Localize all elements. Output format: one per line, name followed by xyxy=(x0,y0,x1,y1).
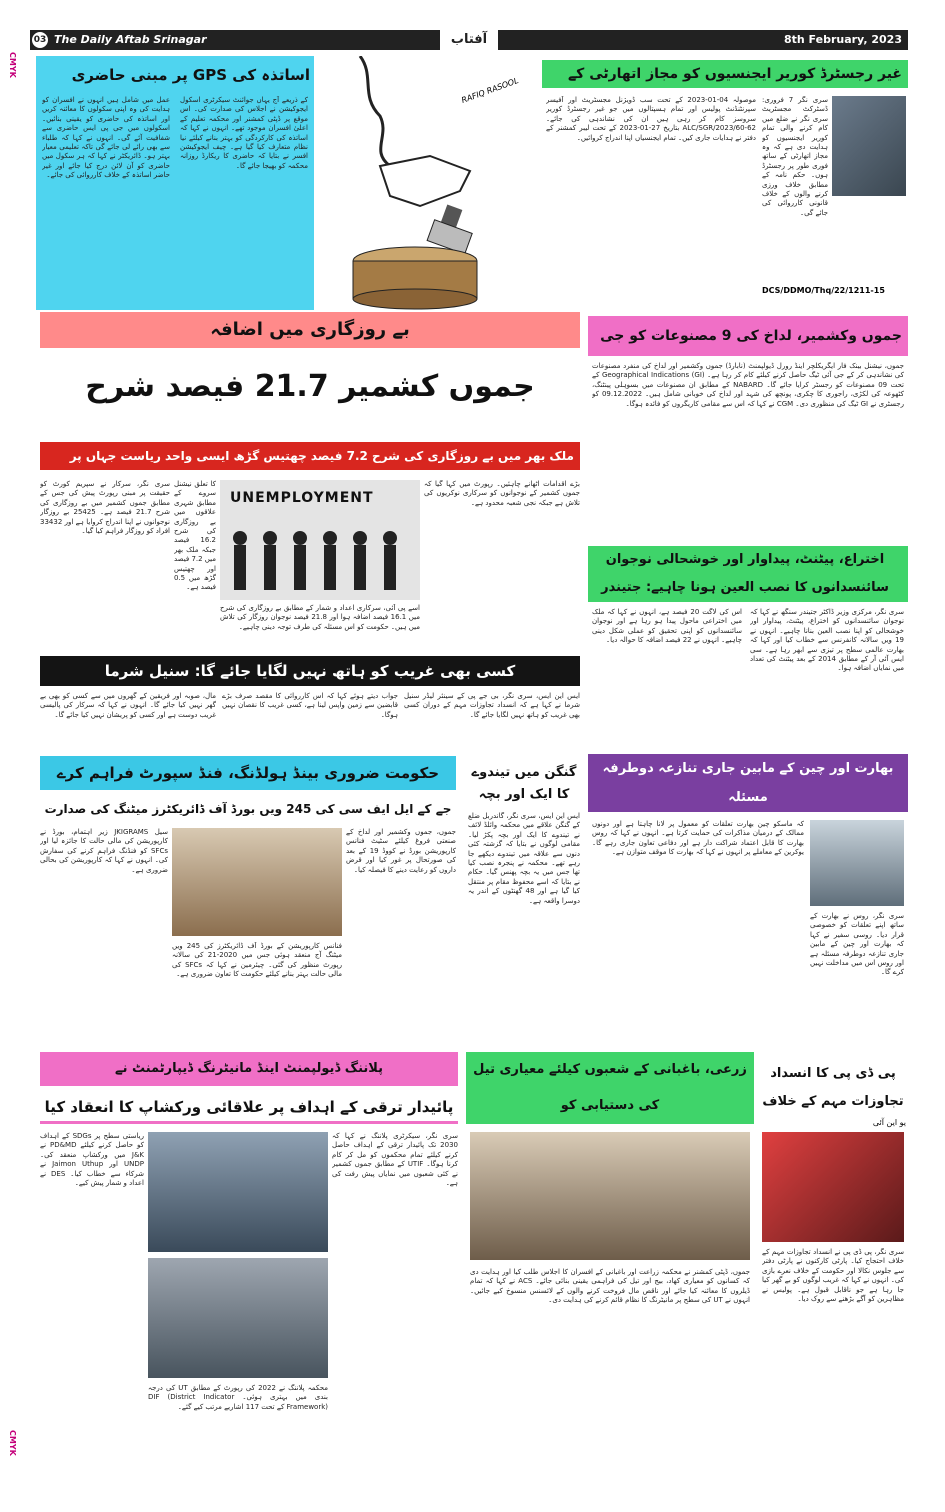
poor-body-1: مال، صوبہ اور فریقین کے گھروں میں سے کسی کو بھی بے گھر نہیں کیا جائے گا۔ انہوں نے کہا کہ سرکار کی پالیسی غریب دوست ہے اور کسی کو پریشان نہیں کیا جائے گا۔ xyxy=(40,692,216,719)
gps-story-box xyxy=(36,56,314,310)
ambassador-photo xyxy=(810,820,904,906)
gi-body: جموں، نیشنل بینک فار ایگریکلچر اینڈ رورل ڈیولپمنٹ (نابارڈ) جموں وکشمیر اور لداخ کی منفرد مصنوعات کی نشاندہی کر کے جی آئی ٹیگ حاصل کرنے کیلئے کام کر رہا ہے۔ Geographical Indications (GI) کے تحت 09 مصنوعات کو رجسٹر کرایا جائے گا۔ NABARD کے مطابق ان مصنوعات میں بسوہلی پینٹنگ، کٹھوعہ کی لکڑی، راجوری کا چکری، پونچھ کی شہد اور لداخ کی خوبانی شامل ہیں۔ 09.12.2022 کو رجسٹری نے GI ٹیگ کی منظوری دی۔ CGM نے کہا کہ اس سے مقامی کاریگروں کو فائدہ ہوگا۔ xyxy=(592,362,904,408)
planning-photo-2 xyxy=(148,1258,328,1378)
finance-story xyxy=(36,756,460,1046)
unemployment-headline: جموں کشمیر 21.7 فیصد شرح xyxy=(85,369,535,404)
planning-body-2: محکمہ پلاننگ نے 2022 کی رپورٹ کے مطابق UT کی درجہ بندی میں بہتری ہوئی۔ DIF (District Indicator Framework) کے تحت 117 اشاریے مرتب کیے گئے۔ xyxy=(148,1384,328,1411)
gi-headline: جموں وکشمیر، لداخ کی 9 مصنوعات کو جی xyxy=(588,316,908,356)
poor-body-2: جواب دیتے ہوئے کہا کہ اس کارروائی کا مقصد صرف بڑے قابضین سے زمین واپس لینا ہے، کسی غریب کا نقصان نہیں ہوگا۔ xyxy=(222,692,398,719)
unemployment-photo xyxy=(220,480,420,600)
logo: آفتاب xyxy=(440,30,498,50)
unemployment-subhead: ملک بھر میں بے روزگاری کی شرح 7.2 فیصد چھتیس گڑھ ایسی واحد ریاست جہاں پر xyxy=(40,442,580,470)
unemployment-story xyxy=(36,312,584,652)
masthead-bar xyxy=(30,30,908,50)
finance-body-1: سیل JKIGRAMS زیر اہتمام، بورڈ نے کارپوریشن کی مالی حالت کا جائزہ لیا اور SFCs کو فنڈنگ فراہم کرنے کی سفارش کی۔ انہوں نے کہا کہ کارپوریشن کی بحالی ضروری ہے۔ xyxy=(40,828,168,874)
russia-story xyxy=(588,750,908,1046)
leopard-headline: گنگن میں تیندوے کا ایک اور بچہ xyxy=(471,765,577,802)
agri-headline-box xyxy=(466,1052,754,1124)
planning-body-1: ریاستی سطح پر SDGs کے اہداف کو حاصل کرنے کیلئے PD&MD نے J&K میں ورکشاپ منعقد کی۔ UNDP اور Jaimon Uthup نے شرکاء سے خطاب کیا۔ DES نے اعداد و شمار پیش کیے۔ xyxy=(40,1132,144,1188)
finance-headline: حکومت ضروری بینڈ ہولڈنگ، فنڈ سپورٹ فراہم کرے xyxy=(40,756,456,790)
pdp-protest-photo xyxy=(762,1132,904,1242)
poor-headline: کسی بھی غریب کو ہاتھ نہیں لگایا جائے گا: سنیل شرما xyxy=(40,656,580,686)
courier-body-left: موصولہ 04-01-2023 کے تحت سب ڈویژنل مجسٹریٹ اور آفیسر سپرنٹنڈنٹ پولیس اور تمام ہسپتالوں میں جو غیر رجسٹرڈ کوریر سروسز کام کر رہی ہیں ان کی نشاندہی کی جائے۔ ALC/SGR/2023/60-62 بتاریخ 27-01-2023 کے تحت لیبر کمشنر کے دفتر نے ہدایات جاری کیں۔ تمام ایجنسیاں اپنا اندراج کروائیں۔ xyxy=(546,96,756,142)
patent-headline: اختراع، پیٹنٹ، پیداوار اور خوشحالی نوجوان سائنسدانوں کا نصب العین ہونا چاہیے: جتیندر xyxy=(588,546,908,602)
patent-body-right: سری نگر، مرکزی وزیر ڈاکٹر جتیندر سنگھ نے کہا کہ نوجوان سائنسدانوں کو اختراع، پیٹنٹ، پیداوار اور خوشحالی کو اپنا نصب العین بنانا چاہیے۔ انہوں نے 19 ویں سالانہ کانفرنس سے خطاب کیا اور کہا کہ بھارت عالمی سطح پر تیزی سے ابھر رہا ہے۔ سی ایس آئی آر کے مطابق 2014 کے بعد پیٹنٹ کی تعداد میں نمایاں اضافہ ہوا۔ xyxy=(750,608,904,673)
left-margin xyxy=(0,0,30,1512)
pdp-story xyxy=(758,1052,908,1498)
cartoon-drawing xyxy=(320,56,538,310)
cmyk-mark-bottom: CMYK xyxy=(8,1430,17,1456)
gi-story xyxy=(588,312,908,538)
unemployment-body-3: اسے پی آئی، سرکاری اعداد و شمار کے مطابق بے روزگاری کی شرح میں 16.1 فیصد اضافہ ہوا اور 21.8 فیصد نوجوان روزگار کی تلاش میں ہیں۔ حکومت کو اس مسئلہ کی طرف توجہ دینی چاہیے۔ xyxy=(220,604,420,631)
russia-body-left: کہ ماسکو چین بھارت تعلقات کو معمول پر لانا چاہتا ہے اور دونوں ممالک کے درمیان مذاکرات کی حمایت کرتا ہے۔ انہوں نے کہا کہ روس بھارت کا قابل اعتماد شراکت دار ہے اور دفاعی تعاون جاری رہے گا۔ یوکرین کے معاملے پر انہوں نے کہا کہ بھارت کا موقف متوازن ہے۔ xyxy=(592,820,804,857)
courier-order-no: DCS/DDMO/Thq/22/1211-15 xyxy=(762,286,885,295)
cmyk-mark-top: CMYK xyxy=(8,52,17,78)
russia-headline: بھارت اور چین کے مابین جاری تنازعہ دوطرفہ مسئلہ xyxy=(602,761,894,805)
courier-headline: غیر رجسٹرڈ کوریر ایجنسیوں کو مجاز اتھارٹی کے xyxy=(542,60,908,88)
page-date: 8th February, 2023 xyxy=(783,33,902,46)
unemployment-body-2: کا تعلق نیشنل سروے کے مطابق شہری علاقوں میں بے روزگاری کی شرح 16.2 فیصد جبکہ ملک بھر میں 7.2 فیصد اور چھتیس گڑھ میں 0.5 فیصد ہے۔ xyxy=(174,480,216,592)
finance-body-3: جموں، جموں وکشمیر اور لداخ کے صنعتی فروغ کیلئے سٹیٹ فنانس کارپوریشن بورڈ نے کووڈ 19 کے بعد کی صورتحال پر غور کیا اور قرض داروں کو رعایت دینے کا فیصلہ کیا۔ xyxy=(346,828,456,874)
official-portrait xyxy=(832,96,906,196)
unemployment-kicker: بے روزگاری میں اضافہ xyxy=(40,312,580,348)
poor-story xyxy=(36,656,584,752)
leopard-body: ایس این ایس، سری نگر، گاندربل ضلع کے گنگن علاقے میں محکمہ وائلڈ لائف نے تیندوے کا ایک اور بچہ پکڑ لیا۔ مقامی لوگوں نے بتایا کہ گزشتہ کئی دنوں سے علاقہ میں تیندوے دیکھے جا رہے تھے۔ محکمہ نے پنجرہ نصب کیا تھا جس میں یہ بچہ پھنس گیا۔ حکام نے بتایا کہ اسے محفوظ مقام پر منتقل کیا گیا ہے اور 48 گھنٹوں کے اندر یہ دوسرا واقعہ ہے۔ xyxy=(468,812,580,905)
russia-headline-box xyxy=(588,754,908,812)
gps-body-left: عمل میں شامل ہیں انہوں نے افسران کو ہدایت کی وہ اپنی سکولوں کا معائنہ کریں اور اساتذہ کی حاضری کو یقینی بنائیں۔ اسکولوں میں جی پی ایس حاضری سے شفافیت آئے گی۔ انہوں نے کہا کہ طلباء سے بھی رائے لی جائے گی تاکہ تعلیمی معیار بہتر ہو۔ ڈائریکٹر نے کہا کہ ہر سکول میں حاضری کو آن لائن درج کیا جائے اور غیر حاضر اساتذہ کے خلاف کارروائی کی جائے۔ xyxy=(42,96,170,180)
patent-story xyxy=(588,542,908,746)
cartoon xyxy=(320,56,538,310)
pdp-headline: پی ڈی پی کا انسداد تجاوزات مہم کے خلاف xyxy=(762,1066,904,1109)
gps-body-right: کے ذریعے آج یہاں جوائنٹ سیکرٹری اسکول ایجوکیشن نے اجلاس کی صدارت کی۔ اس موقع پر ڈپٹی کمشنر اور محکمہ تعلیم کے اعلیٰ افسران موجود تھے۔ انہوں نے کہا کہ اساتذہ کی کارکردگی کو بہتر بنانے کیلئے نیا نظام متعارف کیا گیا ہے۔ چیف ایجوکیشن افسر نے بتایا کہ حاضری کا ریکارڈ روزانہ محکمہ کو بھیجا جائے گا۔ xyxy=(180,96,308,170)
planning-headline-2: پائیدار ترقی کے اہداف پر علاقائی ورکشاپ کا انعقاد کیا xyxy=(40,1090,458,1124)
agri-headline-1: زرعی، باغبانی کے شعبوں کیلئے معیاری تیل کی دستیابی کو xyxy=(473,1062,747,1113)
finance-body-2: فنانس کارپوریشن کے بورڈ آف ڈائریکٹرز کی 245 ویں میٹنگ آج منعقد ہوئی جس میں 2020-21 کی سالانہ رپورٹ منظور کی گئی۔ چیئرمین نے کہا کہ SFCs کی مالی حالت بہتر بنانے کیلئے حکومت کا تعاون ضروری ہے۔ xyxy=(172,942,342,979)
leopard-story xyxy=(464,756,584,1046)
courier-body-right: سری نگر 7 فروری: ڈسٹرکٹ مجسٹریٹ سری نگر نے ضلع میں کام کرنے والی تمام کوریر ایجنسیوں کو ہدایت دی ہے کہ وہ مجاز اتھارٹی کے ساتھ فوری طور پر رجسٹرڈ ہوں۔ حکم نامہ کے مطابق خلاف ورزی کرنے والوں کے خلاف قانونی کارروائی کی جائے گی۔ xyxy=(762,96,828,217)
agri-meeting-photo xyxy=(470,1132,750,1260)
planning-headline-1: پلاننگ ڈیولپمنٹ اینڈ مانیٹرنگ ڈیپارٹمنٹ نے xyxy=(40,1052,458,1086)
agri-story xyxy=(466,1052,754,1498)
gps-headline: اساتذہ کی GPS پر مبنی حاضری xyxy=(71,66,310,84)
agri-body: جموں، ڈپٹی کمشنر نے محکمہ زراعت اور باغبانی کے افسران کا اجلاس طلب کیا اور ہدایت دی کہ کسانوں کو معیاری کھاد، بیج اور تیل کی فراہمی یقینی بنائی جائے۔ ACS نے کہا کہ تمام ڈیلروں کا معائنہ کیا جائے اور ناقص مال فروخت کرنے والوں کے لائسنس منسوخ کیے جائیں۔ انہوں نے UT کی سطح پر مانیٹرنگ کا نظام قائم کرنے کی ہدایت دی۔ xyxy=(470,1268,750,1305)
unemployment-photo-label: UNEMPLOYMENT xyxy=(230,490,374,506)
finance-meeting-photo xyxy=(172,828,342,936)
unemployment-body-4: بڑے اقدامات اٹھانے چاہئیں۔ رپورٹ میں کہا گیا کہ جموں کشمیر کے نوجوانوں کو سرکاری نوکریوں کی تلاش ہے جبکہ نجی شعبہ محدود ہے۔ xyxy=(424,480,580,507)
poor-body-3: ایس این ایس، سری نگر، بی جے پی کے سینئر لیڈر سنیل شرما نے کہا ہے کہ انسداد تجاوزات مہم کے دوران کسی بھی غریب کو ہاتھ نہیں لگایا جائے گا۔ xyxy=(404,692,580,719)
courier-story-box xyxy=(542,56,908,310)
silhouette-figures xyxy=(220,520,420,600)
pdp-body: سری نگر، پی ڈی پی نے انسداد تجاوزات مہم کے خلاف احتجاج کیا۔ پارٹی کارکنوں نے پارٹی دفتر سے جلوس نکالا اور حکومت کے خلاف نعرے بازی کی۔ انہوں نے کہا کہ غریب لوگوں کو بے گھر کیا جا رہا ہے جو ناقابل قبول ہے۔ پولیس نے مظاہرین کو آگے بڑھنے سے روک دیا۔ xyxy=(762,1248,904,1304)
pdp-credit: یو این آئی xyxy=(872,1118,906,1127)
page-number: 03 xyxy=(32,32,48,48)
patent-body-left: اس کی لاگت 20 فیصد ہے، انہوں نے کہا کہ ملک میں اختراعی ماحول پیدا ہو رہا ہے اور نوجوان سائنسدانوں کو اپنی تحقیق کو عملی شکل دینی چاہیے۔ انہوں نے 22 فیصد اضافہ کا حوالہ دیا۔ xyxy=(592,608,742,645)
paper-name: The Daily Aftab Srinagar xyxy=(54,33,207,46)
planning-photo-1 xyxy=(148,1132,328,1252)
russia-body-right: سری نگر، روس نے بھارت کے ساتھ اپنے تعلقات کو خصوصی قرار دیا۔ روسی سفیر نے کہا کہ بھارت اور چین کے مابین جاری تنازعہ دوطرفہ مسئلہ ہے اور روس اس میں مداخلت نہیں کرے گا۔ xyxy=(810,912,904,977)
finance-subhead: جے کے ایل ایف سی کی 245 ویں بورڈ آف ڈائریکٹرز میٹنگ کی صدارت xyxy=(44,802,452,816)
planning-story xyxy=(36,1052,462,1498)
cartoon-signature: RAFIQ RASOOL xyxy=(460,76,520,105)
planning-body-3: سری نگر، سیکرٹری پلاننگ نے کہا کہ 2030 تک پائیدار ترقی کے اہداف حاصل کرنے کیلئے تمام محکموں کو مل کر کام کرنا ہوگا۔ UTIF کے مطابق جموں کشمیر نے کئی شعبوں میں نمایاں پیش رفت کی ہے۔ xyxy=(332,1132,458,1188)
unemployment-body-1: سری نگر، سرکار نے سپریم کورٹ کو حقیقت پر مبنی رپورٹ پیش کی جس کے مطابق جموں کشمیر میں بے روزگاری کی شرح 21.7 فیصد ہے۔ 25425 بے روزگار نوجوانوں نے اپنا اندراج کروایا ہے اور 33432 افراد کو روزگار فراہم کیا گیا۔ xyxy=(40,480,170,536)
